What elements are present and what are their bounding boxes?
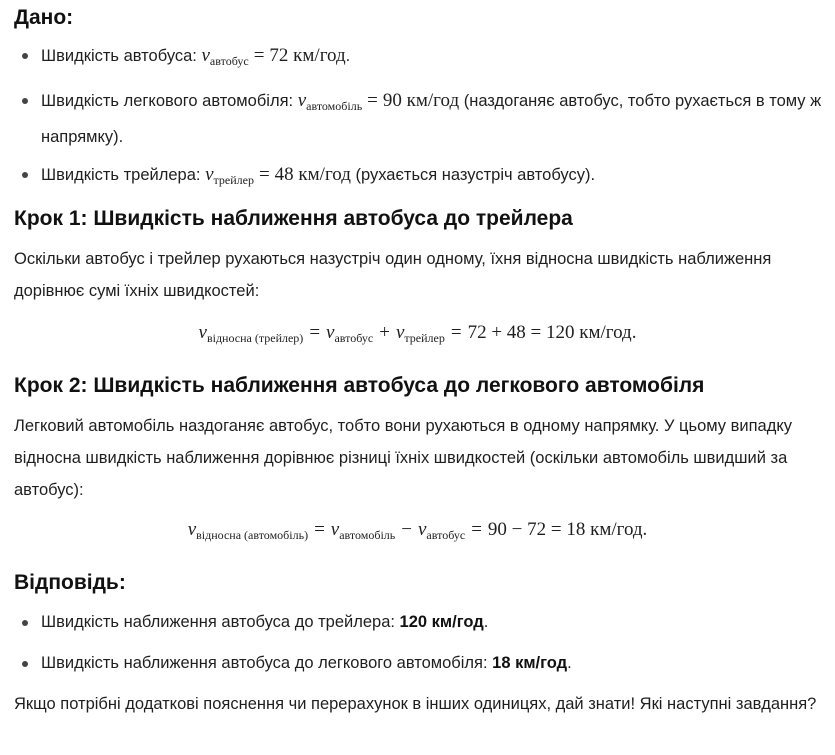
bullet-icon bbox=[22, 620, 28, 626]
step2-heading: Крок 2: Швидкість наближення автобуса до легкового автомобіля bbox=[14, 374, 705, 397]
step2-formula: $v_{відносна (автомобіль)} = v_{автомобіль} - v_{автобус} = 90 - 72 = 18$ км/год. bbox=[187, 519, 648, 542]
given-label: Швидкість трейлера: bbox=[41, 166, 206, 184]
answer-list bbox=[14, 607, 822, 679]
list-item: Швидкість автобуса: $v_{автобус} = 72$ км/год. bbox=[14, 40, 822, 77]
bullet-icon bbox=[22, 98, 28, 104]
list-item: Швидкість наближення автобуса до трейлера: 120 км/год. bbox=[14, 607, 822, 638]
list-item: Швидкість трейлера: $v_{трейлер} = 48$ км/год (рухається назустріч автобусу). bbox=[14, 159, 822, 196]
bullet-icon bbox=[22, 172, 28, 178]
step1-formula: $v_{відносна (трейлер)} = v_{автобус} + v_{трейлер} = 72 + 48 = 120$ км/год. bbox=[198, 322, 637, 345]
given-label: Швидкість легкового автомобіля: bbox=[41, 92, 298, 110]
math-inline: $v_{трейлер} = 48$ км/год bbox=[205, 164, 351, 187]
answer-heading: Відповідь: bbox=[14, 571, 126, 594]
given-label: Швидкість автобуса: bbox=[41, 47, 202, 65]
step1-heading: Крок 1: Швидкість наближення автобуса до трейлера bbox=[14, 207, 573, 230]
given-list bbox=[14, 40, 822, 196]
answer-value: 120 км/год bbox=[399, 613, 484, 631]
math-inline: $v_{автомобіль} = 90$ км/год bbox=[297, 90, 460, 113]
step1-text: Оскільки автобус і трейлер рухаються назустріч один одному, їхня відносна швидкість наближення дорівнює сумі їхніх швидкостей: bbox=[14, 250, 772, 300]
step2-text: Легковий автомобіль наздоганяє автобус, тобто вони рухаються в одному напрямку. У цьому випадку відносна швидкість наближення дорівнює різниці їхніх швидкостей (оскільки автомобіль швидший за автобус): bbox=[14, 417, 793, 499]
given-heading: Дано: bbox=[14, 6, 74, 29]
closing-text: Якщо потрібні додаткові пояснення чи перерахунок в інших одиницях, дай знати! Які наступні завдання? bbox=[14, 695, 817, 713]
math-inline: $v_{автобус} = 72$ км/год bbox=[201, 45, 346, 68]
list-item: Швидкість легкового автомобіля: $v_{автомобіль} = 90$ км/год (наздоганяє автобус, тобто рухається в тому ж напрямку). bbox=[14, 85, 822, 153]
list-item: Швидкість наближення автобуса до легкового автомобіля: 18 км/год. bbox=[14, 648, 822, 679]
answer-value: 18 км/год bbox=[492, 654, 568, 672]
bullet-icon bbox=[22, 661, 28, 667]
bullet-icon bbox=[22, 53, 28, 59]
